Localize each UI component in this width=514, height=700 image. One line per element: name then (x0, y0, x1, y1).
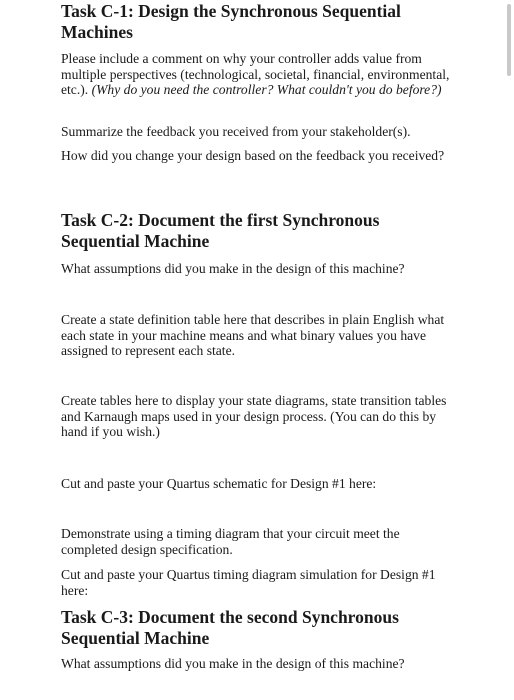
c2-assumptions-prompt: What assumptions did you make in the design of this machine? (61, 261, 405, 276)
schematic-prompt: Cut and paste your Quartus schematic for Design #1 here: (61, 476, 377, 491)
state-tables-prompt: Create tables here to display your state diagrams, state transition tables and Karnaugh maps used in your design process. (You can do this by hand if you wish.) (61, 393, 447, 440)
task-c1-heading: Task C-1: Design the Synchronous Sequential Machines (61, 1, 401, 42)
c3-assumptions-prompt: What assumptions did you make in the design of this machine? (61, 656, 405, 671)
value-prompt-text: Please include a comment on why your controller adds value from multiple perspectives (technological, societal, financial, environmental, etc.). (61, 51, 450, 98)
task-c3-heading: Task C-3: Document the second Synchronous Sequential Machine (61, 607, 399, 648)
task-c1-value-paragraph (61, 51, 456, 98)
summarize-feedback-prompt: Summarize the feedback you received from your stakeholder(s). (61, 124, 411, 139)
state-definition-prompt: Create a state definition table here that describes in plain English what each state in your machine means and what binary values you have assigned to represent each state. (61, 312, 445, 359)
timing-diagram-prompt: Demonstrate using a timing diagram that your circuit meet the completed design specification. (61, 526, 400, 557)
design-change-prompt: How did you change your design based on the feedback you received? (61, 148, 445, 163)
task-c2-heading: Task C-2: Document the first Synchronous Sequential Machine (61, 210, 380, 251)
value-prompt-italic: (Why do you need the controller? What couldn't you do before?) (91, 82, 442, 98)
timing-simulation-prompt: Cut and paste your Quartus timing diagram simulation for Design #1 here: (61, 567, 436, 598)
scrollbar[interactable] (507, 4, 511, 76)
